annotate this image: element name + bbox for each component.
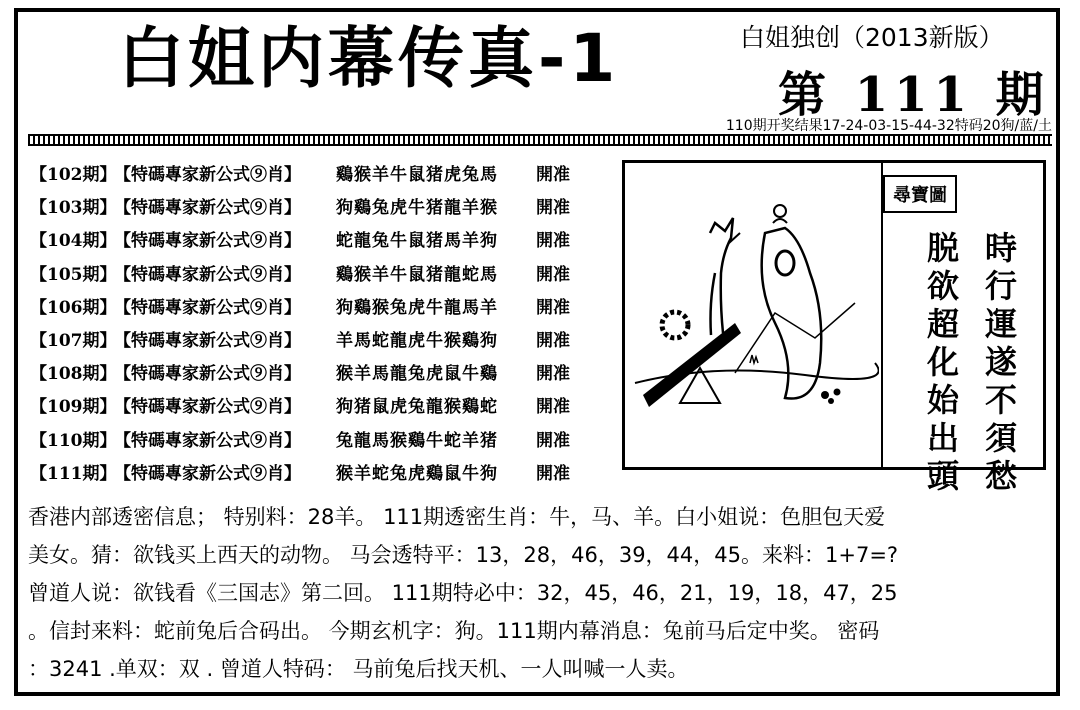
row-zodiacs: 兔龍馬猴鷄牛蛇羊猪 [336,430,498,451]
info-text-block [28,498,1048,688]
row-status: 開准 [536,430,570,451]
treasure-map-label: 尋寶圖 [883,175,957,213]
row-period: 【108期】 [30,364,117,385]
row-zodiacs: 猴羊蛇兔虎鷄鼠牛狗 [336,463,498,484]
poem-right-column: 時 行 運 遂 不 須 愁 [984,229,1017,495]
row-formula: 【特碼專家新公式⑨肖】 [114,264,301,285]
row-formula: 【特碼專家新公式⑨肖】 [114,231,301,252]
info-line: ：3241 .单双：双 . 曾道人特码： 马前兔后找天机、一人叫喊一人卖。 [28,657,689,681]
row-zodiacs: 狗鷄兔虎牛猪龍羊猴 [336,198,498,219]
issue-number: 第 111 期 [778,67,1050,123]
row-period: 【109期】 [30,397,117,418]
row-status: 開准 [536,231,570,252]
prediction-row [30,455,610,488]
row-period: 【104期】 [30,231,117,252]
row-period: 【102期】 [30,165,117,186]
row-status: 開准 [536,297,570,318]
row-zodiacs: 鷄猴羊牛鼠猪龍蛇馬 [336,264,498,285]
row-period: 【105期】 [30,264,117,285]
row-period: 【107期】 [30,331,117,352]
prediction-row [30,422,610,455]
row-formula: 【特碼專家新公式⑨肖】 [114,198,301,219]
info-line: 曾道人说：欲钱看《三国志》第二回。 111期特必中：32，45，46，21，19，18，47，25 [28,581,898,605]
row-formula: 【特碼專家新公式⑨肖】 [114,430,301,451]
row-status: 開准 [536,463,570,484]
row-formula: 【特碼專家新公式⑨肖】 [114,331,301,352]
decorative-divider [28,134,1052,146]
row-zodiacs: 狗猪鼠虎兔龍猴鷄蛇 [336,397,498,418]
info-line: 美女。猜：欲钱买上西天的动物。 马会透特平：13，28，46，39，44，45。来料：1+7=? [28,543,899,567]
prediction-list [30,156,610,488]
row-formula: 【特碼專家新公式⑨肖】 [114,463,301,484]
prediction-row [30,355,610,388]
prediction-row [30,189,610,222]
prediction-row [30,289,610,322]
prediction-row [30,222,610,255]
row-zodiacs: 猴羊馬龍兔虎鼠牛鷄 [336,364,498,385]
row-zodiacs: 鷄猴羊牛鼠猪虎兔馬 [336,165,498,186]
row-zodiacs: 狗鷄猴兔虎牛龍馬羊 [336,297,498,318]
row-status: 開准 [536,364,570,385]
cartoon-sketch-icon [625,163,879,467]
row-zodiacs: 羊馬蛇龍虎牛猴鷄狗 [336,331,498,352]
info-line: 。信封来料：蛇前兔后合码出。 今期玄机字：狗。111期内幕消息：兔前马后定中奖。 密码 [28,619,880,643]
info-line: 香港内部透密信息； 特别料：28羊。 111期透密生肖：牛，马、羊。白小姐说：色胆包天爱 [28,505,886,529]
treasure-map-illustration [625,163,883,467]
row-formula: 【特碼專家新公式⑨肖】 [114,297,301,318]
previous-result: 110期开奖结果17-24-03-15-44-32特码20狗/蓝/土 [725,118,1052,134]
prediction-row [30,388,610,421]
row-formula: 【特碼專家新公式⑨肖】 [114,364,301,385]
row-status: 開准 [536,331,570,352]
treasure-map-box [622,160,1046,495]
prediction-row [30,322,610,355]
prediction-row [30,256,610,289]
row-period: 【111期】 [30,463,117,484]
row-period: 【106期】 [30,297,117,318]
row-zodiacs: 蛇龍兔牛鼠猪馬羊狗 [336,231,498,252]
row-formula: 【特碼專家新公式⑨肖】 [114,397,301,418]
row-status: 開准 [536,198,570,219]
page-title: 白姐内幕传真-1 [118,20,620,97]
poem-left-column: 脱 欲 超 化 始 出 頭 [926,229,959,495]
row-status: 開准 [536,397,570,418]
row-status: 開准 [536,165,570,186]
prediction-row [30,156,610,189]
row-formula: 【特碼專家新公式⑨肖】 [114,165,301,186]
row-status: 開准 [536,264,570,285]
row-period: 【103期】 [30,198,117,219]
row-period: 【110期】 [30,430,117,451]
edition-label: 白姐独创（2013新版） [740,23,1004,52]
